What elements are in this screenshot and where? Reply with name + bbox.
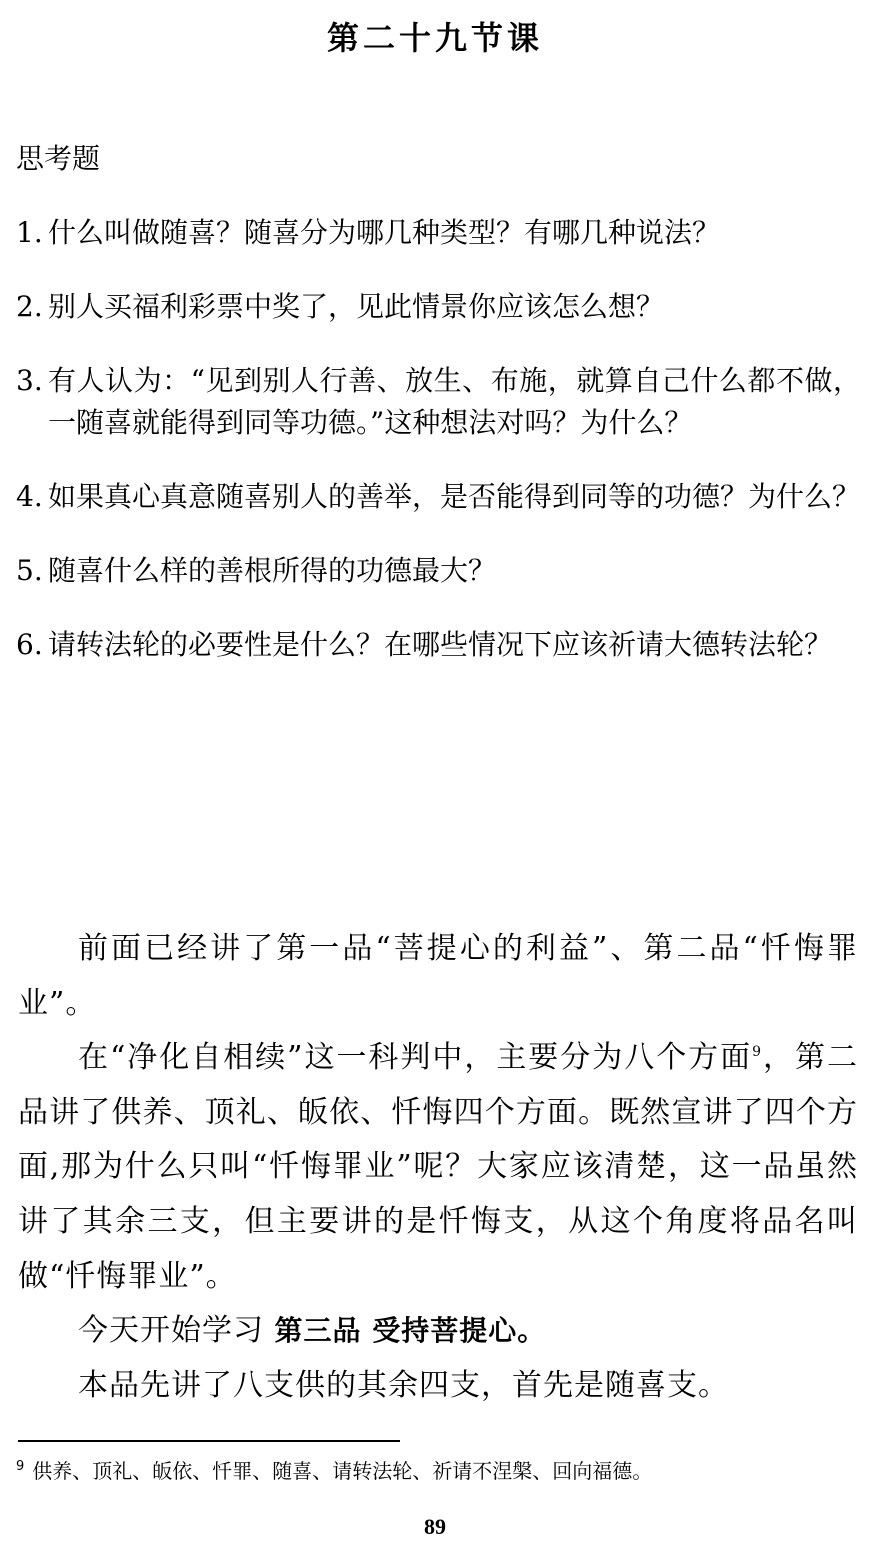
chapter-heading-inline: 第三品 受持菩提心。: [274, 1314, 547, 1348]
question-number: 5.: [16, 554, 43, 587]
question-number: 4.: [16, 480, 43, 513]
body-text-segment: ，第二品讲了供养、顶礼、皈依、忏悔四个方面。既然宣讲了四个方面,那为什么只叫“忏悔罪业”呢？大家应该清楚，这一品虽然讲了其余三支，但主要讲的是忏悔支，从这个角度将品名叫做“忏悔罪业”。: [18, 1040, 858, 1294]
question-text: 随喜什么样的善根所得的功德最大？: [48, 554, 497, 587]
body-paragraph: [18, 1031, 858, 1304]
footnote-divider: [18, 1440, 400, 1442]
body-paragraph: 本品先讲了八支供的其余四支，首先是随喜支。: [78, 1367, 729, 1403]
question-item: [16, 212, 861, 254]
body-paragraph: [18, 1304, 858, 1359]
question-number: 6.: [16, 628, 43, 661]
footnote-reference[interactable]: 9: [752, 1044, 763, 1061]
question-item: [16, 624, 861, 666]
footnote: [16, 1456, 856, 1486]
question-item: [16, 550, 861, 592]
question-number: 1.: [16, 216, 43, 249]
question-text: 如果真心真意随喜别人的善举，是否能得到同等的功德？为什么？: [48, 480, 861, 513]
body-text-segment: 在“净化自相续”这一科判中，主要分为八个方面: [78, 1040, 753, 1076]
question-item: [16, 286, 861, 328]
body-text-segment: 今天开始学习: [78, 1313, 264, 1349]
question-number: 3.: [16, 364, 43, 397]
question-item: [16, 360, 861, 444]
questions-section: [16, 138, 861, 698]
question-text: 什么叫做随喜？随喜分为哪几种类型？有哪几种说法？: [48, 216, 721, 249]
lecture-body: [18, 922, 858, 1413]
question-item: [16, 476, 861, 518]
question-text: 有人认为：“见到别人行善、放生、布施，就算自己什么都不做，一随喜就能得到同等功德。”这种想法对吗？为什么？: [48, 364, 861, 439]
body-paragraph: 前面已经讲了第一品“菩提心的利益”、第二品“忏悔罪业”。: [18, 931, 858, 1021]
footnote-marker: 9: [16, 1459, 25, 1475]
lesson-title: 第二十九节课: [326, 19, 543, 57]
questions-heading: 思考题: [16, 142, 101, 175]
question-text: 别人买福利彩票中奖了，见此情景你应该怎么想？: [48, 290, 665, 323]
footnote-text: 供养、顶礼、皈依、忏罪、随喜、请转法轮、祈请不涅槃、回向福德。: [32, 1459, 653, 1483]
page-number: 89: [424, 1514, 446, 1539]
question-number: 2.: [16, 290, 43, 323]
question-text: 请转法轮的必要性是什么？在哪些情况下应该祈请大德转法轮？: [48, 628, 833, 661]
